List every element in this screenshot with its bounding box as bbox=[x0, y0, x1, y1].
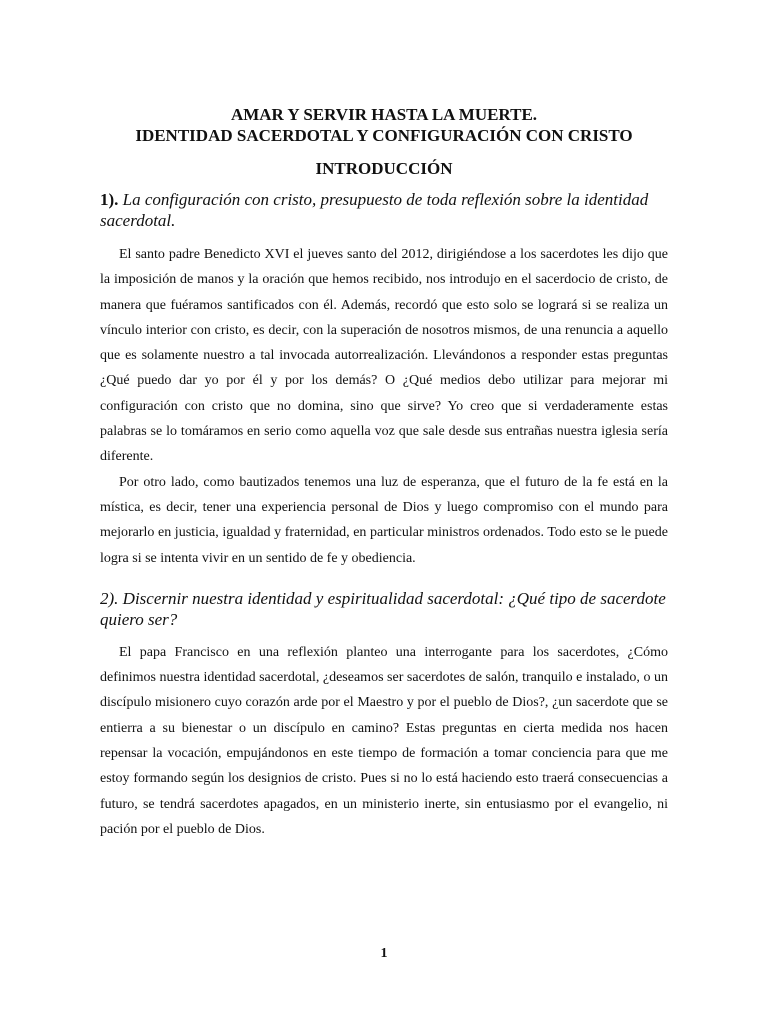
introduction-heading: INTRODUCCIÓN bbox=[315, 159, 453, 178]
section-2-heading: 2). Discernir nuestra identidad y espiritualidad sacerdotal: ¿Qué tipo de sacerdote quiero ser? bbox=[100, 588, 666, 629]
document-title-line-1: AMAR Y SERVIR HASTA LA MUERTE. bbox=[230, 105, 538, 124]
paragraph-2: Por otro lado, como bautizados tenemos una luz de esperanza, que el futuro de la fe está en la mística, es decir, tener una experiencia personal de Dios y luego compromiso con el mundo para mejorarlo en justicia, igualdad y fraternidad, en particular ministros ordenados. Todo esto se le puede logra si se intenta vivir en un sentido de fe y obediencia. bbox=[100, 474, 668, 566]
page-number: 1 bbox=[380, 946, 388, 961]
section-1-heading bbox=[100, 189, 668, 231]
section-1-title: La configuración con cristo, presupuesto de toda reflexión sobre la identidad sacerdotal. bbox=[100, 190, 649, 230]
paragraph-3: El papa Francisco en una reflexión planteo una interrogante para los sacerdotes, ¿Cómo definimos nuestra identidad sacerdotal, ¿deseamos ser sacerdotes de salón, tranquilo e instalado, o un discípulo misionero cuyo corazón arde por el Maestro y por el pueblo de Dios?, ¿un sacerdote que se entierra a su bienestar o un discípulo en camino? Estas preguntas en cierta medida nos hacen repensar la vocación, empujándonos en este tiempo de formación a tomar conciencia para que me estoy formando según los designios de cristo. Pues si no lo está haciendo esto traerá consecuencias a futuro, se tendrá sacerdotes apagados, en un ministerio inerte, sin entusiasmo por el evangelio, ni pación por el pueblo de Dios. bbox=[100, 644, 668, 837]
document-title-line-2: IDENTIDAD SACERDOTAL Y CONFIGURACIÓN CON CRISTO bbox=[135, 126, 633, 145]
paragraph-1: El santo padre Benedicto XVI el jueves santo del 2012, dirigiéndose a los sacerdotes les dijo que la imposición de manos y la oración que hemos recibido, nos introdujo en el sacerdocio de cristo, de manera que fuéramos santificados con él. Además, recordó que esto solo se logrará si se realiza un vínculo interior con cristo, es decir, con la superación de nosotros mismos, de una renuncia a aquello que es solamente nuestro a tal invocada autorrealización. Llevándonos a responder estas preguntas ¿Qué puedo dar yo por él y por los demás? O ¿Qué medios debo utilizar para mejorar mi configuración con cristo que no domina, sino que sirve? Yo creo que si verdaderamente estas palabras se lo tomáramos en serio como aquella voz que sale desde sus entrañas nuestra iglesia sería diferente. bbox=[100, 247, 668, 465]
section-1-number: 1). bbox=[100, 190, 119, 209]
